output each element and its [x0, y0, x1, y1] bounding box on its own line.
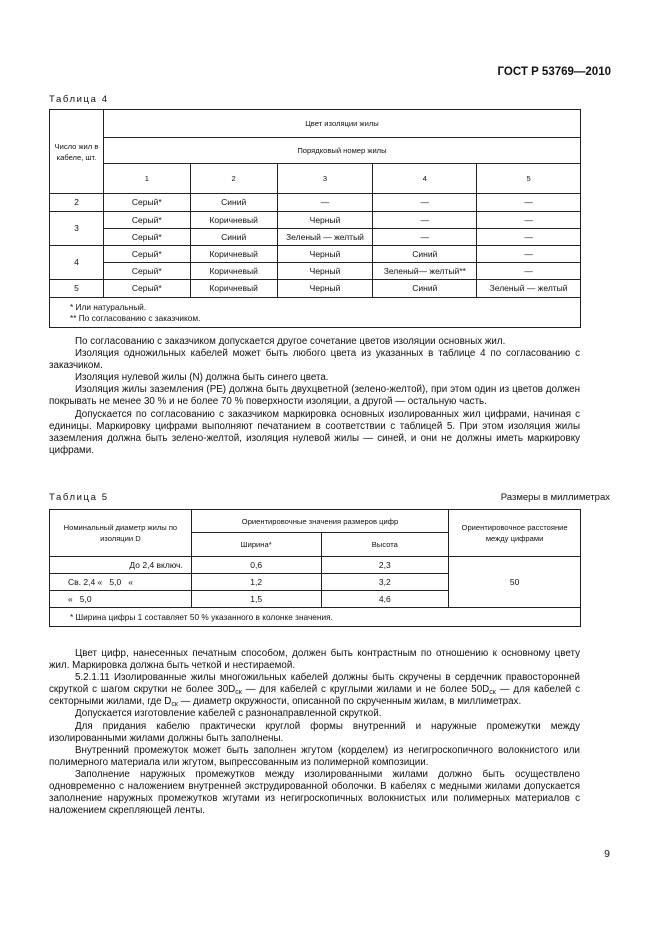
table4-cell: Серый* [103, 263, 190, 280]
table5-units: Размеры в миллиметрах [500, 492, 610, 503]
table4-cell: Зеленый — желтый [477, 280, 581, 298]
table4-cell: Серый* [103, 246, 190, 263]
table5-diameter-cell: Св. 2,4 « 5,0 « [50, 574, 192, 591]
table4-cell: Серый* [103, 194, 190, 212]
table-row [50, 246, 581, 263]
table4-cell: Коричневый [190, 212, 277, 229]
table5-width-cell: 1,2 [191, 574, 321, 591]
table4-col-number: 2 [190, 164, 277, 194]
text-run: — для кабелей с секторными жилами, где D [49, 684, 580, 708]
table4-cell: Синий [190, 229, 277, 246]
paragraph: Изоляция одножильных кабелей может быть любого цвета из указанных в таблице 4 по согласованию с заказчиком. [49, 348, 580, 372]
table4-notes [50, 298, 581, 328]
table5-width-header: Ширина* [191, 533, 321, 557]
table4-cell: Черный [277, 280, 373, 298]
table4-col-number: 5 [477, 164, 581, 194]
table-row [50, 280, 581, 298]
text-block-1 [49, 336, 580, 457]
table4-cell: Серый* [103, 212, 190, 229]
table4-note: * Или натуральный. [70, 301, 147, 312]
table4-col-number: 1 [103, 164, 190, 194]
table4-cell: — [373, 212, 477, 229]
table4-count-cell: 2 [50, 194, 104, 212]
table5-width-cell: 0,6 [191, 557, 321, 574]
table4-cell: Зеленый — желтый [277, 229, 373, 246]
table4-cell: Синий [373, 246, 477, 263]
table5-diameter-header: Номинальный диаметр жилы по изоляции D [50, 510, 192, 557]
table5-caption: Таблица 5 [49, 492, 109, 503]
paragraph: Заполнение наружных промежутков между изолированными жилами должно быть осуществлено одновременно с наложением внутренней экструдированной оболочки. В кабелях с медными жилами допускается заполнение наружных промежутков жгутами из негигроскопичных волокнистых или полимерных материалов с наложением скрепляющей ленты. [49, 768, 580, 817]
table4-cell: Черный [277, 246, 373, 263]
table5-diameter-cell: « 5,0 [50, 591, 192, 608]
table5-note: * Ширина цифры 1 составляет 50 % указанного в колонке значения. [50, 608, 581, 627]
paragraph: Допускается по согласованию с заказчиком маркировка основных изолированных жил цифрами, начиная с единицы. Маркировку цифрами выполняют печатанием в соответствии с таблицей 5. При этом изоляция жилы заземления должна быть зелено-желтой, изоляция нулевой жилы — синей, и они не должны иметь маркировку цифрами. [49, 408, 580, 456]
table5-height-cell: 2,3 [321, 557, 449, 574]
table5-height-cell: 3,2 [321, 574, 449, 591]
table4-col-number: 3 [277, 164, 373, 194]
table4-ordinal-header: Порядковый номер жилы [103, 138, 580, 164]
text-run: — диаметр окружности, описанной по скрученным жилам, в миллиметрах. [177, 696, 522, 708]
subscript: ск [235, 689, 242, 697]
table-row [50, 212, 581, 229]
table4-cell: — [477, 246, 581, 263]
table4-cell: — [477, 263, 581, 280]
paragraph: Внутренний промежуток может быть заполнен жгутом (корделем) из негигроскопичного волокнистого или полимерного материала или жгутом, выпрессованным из полимерной композиции. [49, 744, 580, 768]
table5-approx-header: Ориентировочные значения размеров цифр [191, 510, 448, 533]
paragraph: Цвет цифр, нанесенных печатным способом, должен быть контрастным по отношению к основному цвету жил. Маркировка должна быть четкой и нестираемой. [49, 648, 580, 672]
table4-col-number: 4 [373, 164, 477, 194]
table4-count-cell: 3 [50, 212, 104, 246]
table-row [50, 263, 581, 280]
table5-width-cell: 1,5 [191, 591, 321, 608]
text-run: — для кабелей с круглыми жилами и не более 50D [241, 684, 490, 696]
table4-cell: Коричневый [190, 263, 277, 280]
table-row [50, 557, 581, 574]
table4-caption: Таблица 4 [49, 94, 109, 105]
paragraph: По согласованию с заказчиком допускается другое сочетание цветов изоляции основных жил. [75, 336, 506, 347]
table4-cell: Зеленый— желтый** [373, 263, 477, 280]
table4-note: ** По согласованию с заказчиком. [70, 312, 201, 323]
table5-height-cell: 4,6 [321, 591, 449, 608]
table4-cell: — [373, 194, 477, 212]
standard-header: ГОСТ Р 53769—2010 [497, 66, 611, 78]
paragraph: Изоляция нулевой жилы (N) должна быть синего цвета. [75, 372, 329, 384]
page-number: 9 [604, 848, 610, 860]
table4-cell: Коричневый [190, 280, 277, 298]
table-row [50, 194, 581, 212]
paragraph: Для придания кабелю практически круглой формы внутренний и наружные промежутки между изолированными жилами должны быть заполнены. [49, 720, 580, 744]
table4-cell: Черный [277, 212, 373, 229]
table4 [49, 109, 581, 328]
paragraph: Изоляция жилы заземления (PE) должна быть двухцветной (зелено-желтой), при этом один из цветов должен покрывать не менее 30 % и не более 70 % поверхности изоляции, а другой — остальную часть. [49, 384, 580, 408]
table4-cell: Серый* [103, 280, 190, 298]
table5-distance-cell: 50 [449, 557, 581, 608]
table-row [50, 229, 581, 246]
subscript: ск [489, 689, 496, 697]
paragraph [49, 672, 580, 708]
text-run: 5.2.1.11 Изолированные жилы многожильных кабелей должны быть скручены в сердечник правосторонней скруткой с шагом скрутки не более 30D [49, 672, 580, 696]
table4-color-header: Цвет изоляции жилы [103, 110, 580, 138]
table5-height-header: Высота [321, 533, 449, 557]
paragraph: Допускается изготовление кабелей с разнонаправленной скруткой. [75, 708, 382, 720]
subscript: ск [171, 701, 178, 709]
table4-cell: — [477, 194, 581, 212]
table4-count-cell: 4 [50, 246, 104, 280]
table4-count-cell: 5 [50, 280, 104, 298]
table4-cell: — [477, 212, 581, 229]
table4-cell: Серый* [103, 229, 190, 246]
table4-cell: Черный [277, 263, 373, 280]
text-block-2 [49, 648, 580, 817]
table4-cell: Синий [190, 194, 277, 212]
table4-cell: — [277, 194, 373, 212]
table4-cell: — [477, 229, 581, 246]
table4-cell: Синий [373, 280, 477, 298]
table5-diameter-cell: До 2,4 включ. [50, 557, 192, 574]
table4-cell: Коричневый [190, 246, 277, 263]
table5-distance-header: Ориентировочное расстояние между цифрами [449, 510, 581, 557]
table4-count-header: Число жил в кабеле, шт. [50, 110, 104, 194]
table5 [49, 509, 581, 627]
table4-cell: — [373, 229, 477, 246]
